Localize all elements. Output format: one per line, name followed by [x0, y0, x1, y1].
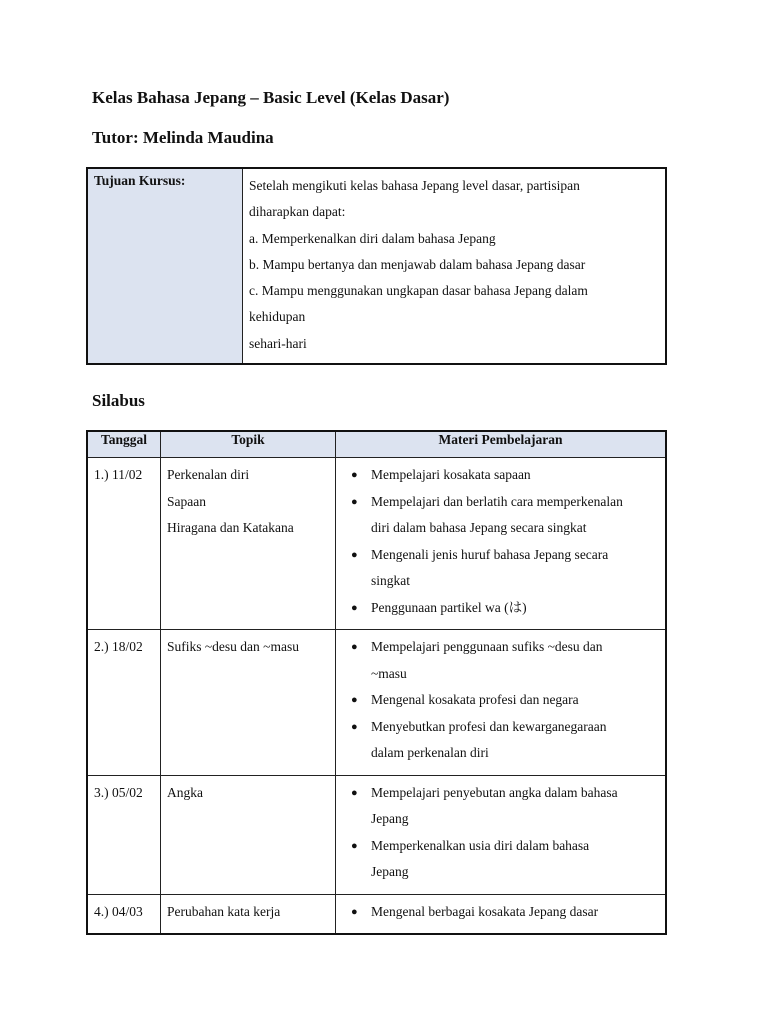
table-row — [87, 630, 666, 776]
bullet-icon: ● — [351, 548, 358, 561]
table-row — [87, 775, 666, 894]
list-item — [342, 489, 659, 542]
bullet-icon: ● — [351, 641, 358, 653]
material-line: Mempelajari penggunaan sufiks ~desu dan — [371, 639, 603, 654]
document-title: Kelas Bahasa Jepang – Basic Level (Kelas Dasar) — [92, 88, 450, 107]
column-header-date: Tanggal — [87, 431, 161, 458]
list-item — [342, 542, 659, 595]
list-item — [342, 833, 659, 886]
course-goal-content — [243, 168, 667, 364]
row-topics — [161, 458, 336, 630]
bullet-icon: ● — [351, 720, 358, 733]
material-line: dalam perkenalan diri — [371, 745, 489, 760]
bullet-icon: ● — [351, 694, 358, 706]
goal-line: b. Mampu bertanya dan menjawab dalam bahasa Jepang dasar — [249, 256, 586, 272]
bullet-icon: ● — [351, 839, 358, 852]
table-row — [87, 894, 666, 934]
syllabus-body — [87, 458, 666, 935]
material-line: singkat — [371, 573, 410, 588]
bullet-icon: ● — [351, 905, 358, 918]
topic-line: Perubahan kata kerja — [167, 903, 281, 919]
column-header-material: Materi Pembelajaran — [336, 431, 667, 458]
list-item — [342, 687, 659, 714]
row-topics — [161, 894, 336, 934]
material-line: ~masu — [371, 665, 407, 681]
goal-line: sehari-hari — [249, 335, 307, 351]
material-line: Jepang — [371, 811, 409, 826]
goal-line: diharapkan dapat: — [249, 204, 346, 220]
material-line: Mengenal berbagai kosakata Jepang dasar — [371, 903, 599, 919]
list-item — [342, 634, 659, 687]
syllabus-table — [86, 430, 667, 935]
syllabus-header-row — [87, 431, 666, 458]
bullet-icon: ● — [351, 786, 358, 799]
column-header-topic: Topik — [161, 431, 336, 458]
row-materials — [336, 775, 667, 894]
row-materials — [336, 894, 667, 934]
syllabus-heading: Silabus — [92, 391, 145, 410]
list-item — [342, 595, 659, 622]
material-line: Memperkenalkan usia diri dalam bahasa — [371, 837, 590, 853]
row-materials — [336, 458, 667, 630]
goal-line: a. Memperkenalkan diri dalam bahasa Jepang — [249, 230, 496, 246]
material-line: Penggunaan partikel wa (は) — [371, 599, 527, 615]
row-date: 3.) 05/02 — [87, 775, 161, 894]
row-date: 1.) 11/02 — [87, 458, 161, 630]
topic-line: Sufiks ~desu dan ~masu — [167, 639, 299, 654]
material-line: Jepang — [371, 864, 409, 879]
list-item — [342, 714, 659, 767]
course-goal-label: Tujuan Kursus: — [87, 168, 243, 364]
topic-line: Perkenalan diri — [167, 467, 250, 482]
material-line: Mempelajari dan berlatih cara memperkenalan — [371, 493, 623, 509]
row-materials — [336, 630, 667, 776]
table-row — [87, 458, 666, 630]
row-date: 2.) 18/02 — [87, 630, 161, 776]
bullet-icon: ● — [351, 601, 358, 614]
list-item — [342, 899, 659, 926]
list-item — [342, 780, 659, 833]
material-line: Mempelajari kosakata sapaan — [371, 467, 531, 482]
list-item — [342, 462, 659, 489]
material-line: Mengenal kosakata profesi dan negara — [371, 692, 579, 707]
topic-line: Sapaan — [167, 493, 206, 509]
topic-line: Hiragana dan Katakana — [167, 520, 294, 535]
material-line: diri dalam bahasa Jepang secara singkat — [371, 520, 587, 535]
goal-line: c. Mampu menggunakan ungkapan dasar bahasa Jepang dalam — [249, 283, 588, 299]
bullet-icon: ● — [351, 495, 358, 508]
goal-line: kehidupan — [249, 309, 306, 325]
topic-line: Angka — [167, 784, 203, 800]
material-line: Mengenali jenis huruf bahasa Jepang secara — [371, 546, 609, 562]
tutor-name: Tutor: Melinda Maudina — [92, 128, 274, 147]
row-date: 4.) 04/03 — [87, 894, 161, 934]
goal-line: Setelah mengikuti kelas bahasa Jepang level dasar, partisipan — [249, 178, 580, 193]
row-topics — [161, 630, 336, 776]
bullet-icon: ● — [351, 469, 358, 481]
material-line: Mempelajari penyebutan angka dalam bahasa — [371, 784, 618, 800]
row-topics — [161, 775, 336, 894]
material-line: Menyebutkan profesi dan kewarganegaraan — [371, 718, 607, 734]
course-goal-table — [86, 167, 667, 365]
